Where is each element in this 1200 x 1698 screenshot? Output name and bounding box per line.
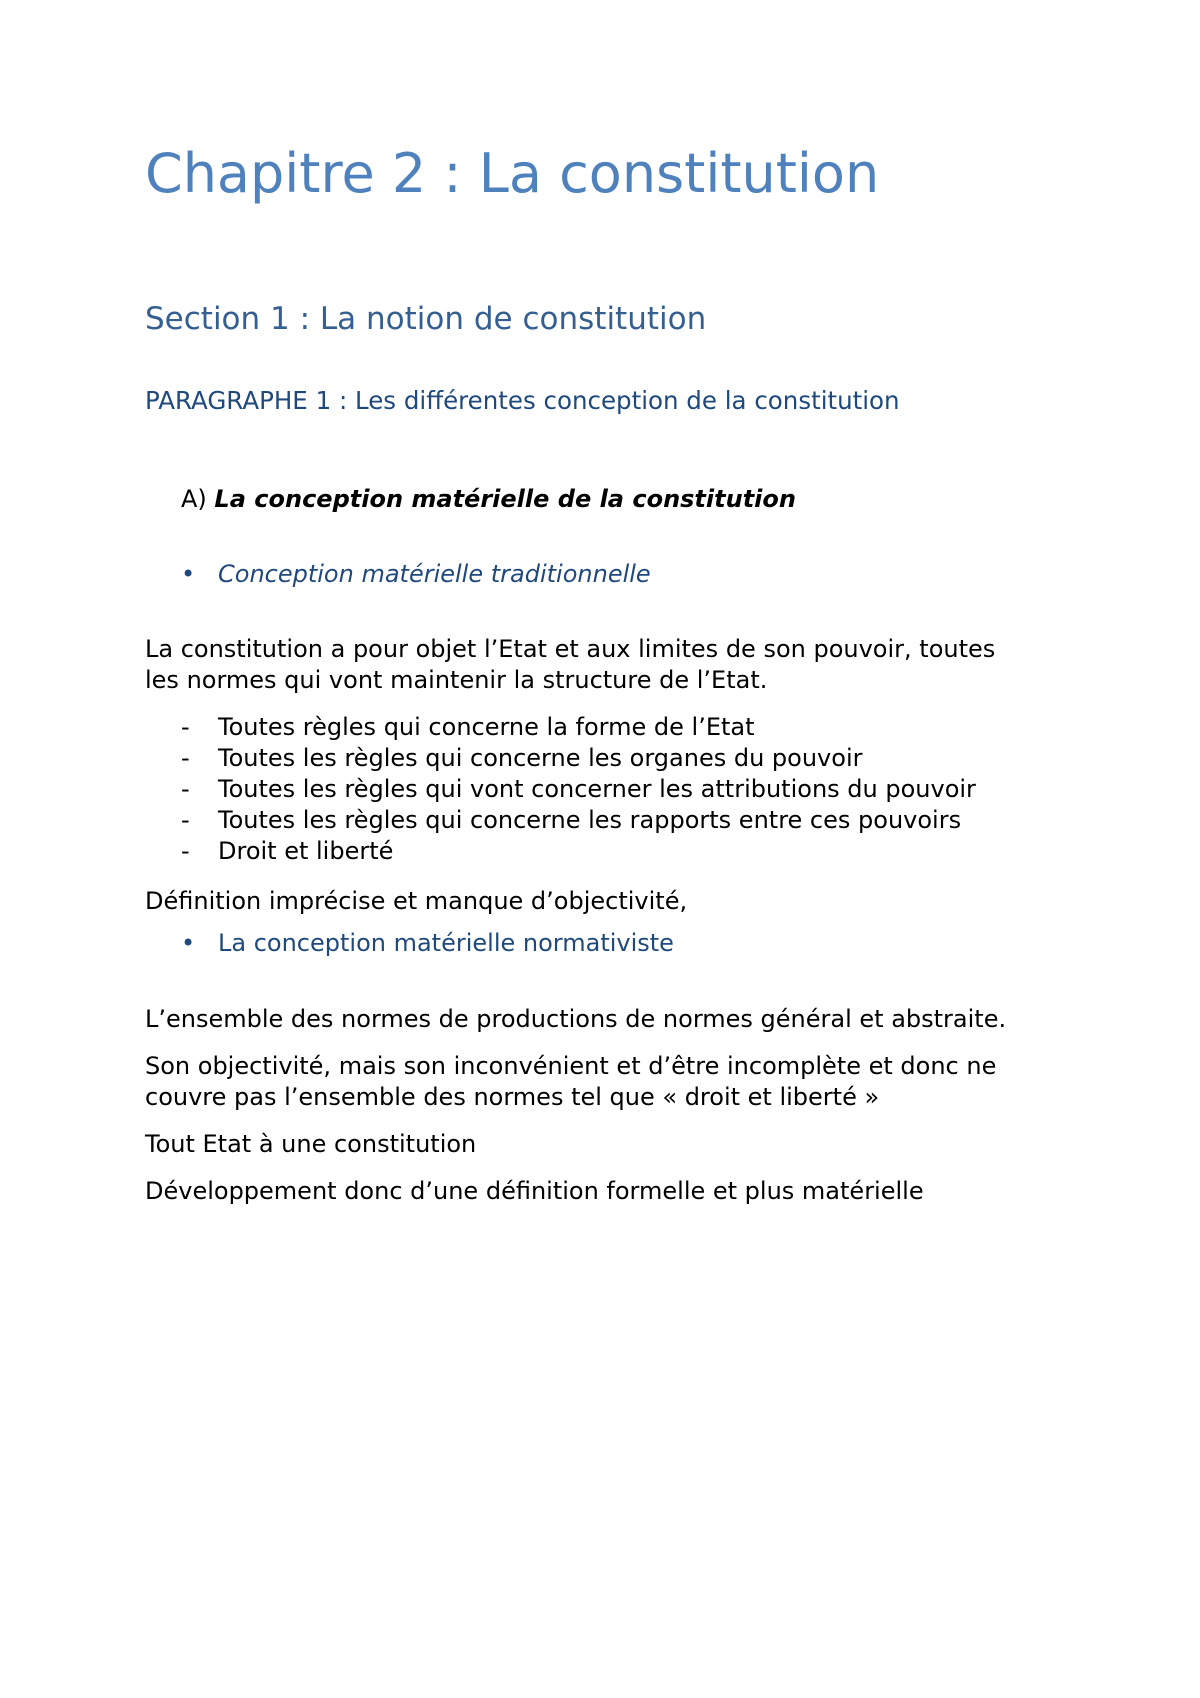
subheading-letter: A) xyxy=(181,485,207,513)
paragraph-definition xyxy=(145,634,995,696)
dash-icon: - xyxy=(181,806,190,834)
section-heading: Section 1 : La notion de constitution xyxy=(145,301,707,337)
bullet-text: Conception matérielle traditionnelle xyxy=(218,560,651,588)
list-item-text: Toutes les règles qui vont concerner les attributions du pouvoir xyxy=(218,775,976,803)
dash-icon: - xyxy=(181,837,190,865)
bullet-normativist xyxy=(181,927,674,959)
list-item xyxy=(181,774,976,805)
subheading-text: La conception matérielle de la constitution xyxy=(214,485,796,513)
paragraph-critique: Définition imprécise et manque d’objectivité, xyxy=(145,887,688,915)
list-item-text: Toutes les règles qui concerne les rapports entre ces pouvoirs xyxy=(218,806,962,834)
list-item xyxy=(181,805,976,836)
paragraph-heading: PARAGRAPHE 1 : Les différentes conception de la constitution xyxy=(145,386,900,415)
bullet-icon: • xyxy=(181,560,196,588)
rules-list xyxy=(181,712,976,867)
chapter-title: Chapitre 2 : La constitution xyxy=(145,142,880,205)
list-item-text: Toutes règles qui concerne la forme de l’Etat xyxy=(218,713,755,741)
list-item-text: Toutes les règles qui concerne les organes du pouvoir xyxy=(218,744,863,772)
bullet-icon: • xyxy=(181,929,196,957)
dash-icon: - xyxy=(181,713,190,741)
bullet-text: La conception matérielle normativiste xyxy=(218,929,674,957)
paragraph-development: Développement donc d’une définition formelle et plus matérielle xyxy=(145,1177,924,1205)
paragraph-every-state: Tout Etat à une constitution xyxy=(145,1130,477,1158)
text-line: couvre pas l’ensemble des normes tel que « droit et liberté » xyxy=(145,1083,880,1111)
bullet-traditional xyxy=(181,558,651,590)
list-item xyxy=(181,836,976,867)
list-item-text: Droit et liberté xyxy=(218,837,394,865)
list-item xyxy=(181,712,976,743)
paragraph-norms: L’ensemble des normes de productions de normes général et abstraite. xyxy=(145,1005,1007,1033)
text-line: La constitution a pour objet l’Etat et aux limites de son pouvoir, toutes xyxy=(145,635,996,663)
subheading xyxy=(181,483,796,515)
list-item xyxy=(181,743,976,774)
paragraph-objectivity xyxy=(145,1051,996,1113)
dash-icon: - xyxy=(181,775,190,803)
dash-icon: - xyxy=(181,744,190,772)
text-line: Son objectivité, mais son inconvénient et d’être incomplète et donc ne xyxy=(145,1052,997,1080)
text-line: les normes qui vont maintenir la structure de l’Etat. xyxy=(145,666,768,694)
